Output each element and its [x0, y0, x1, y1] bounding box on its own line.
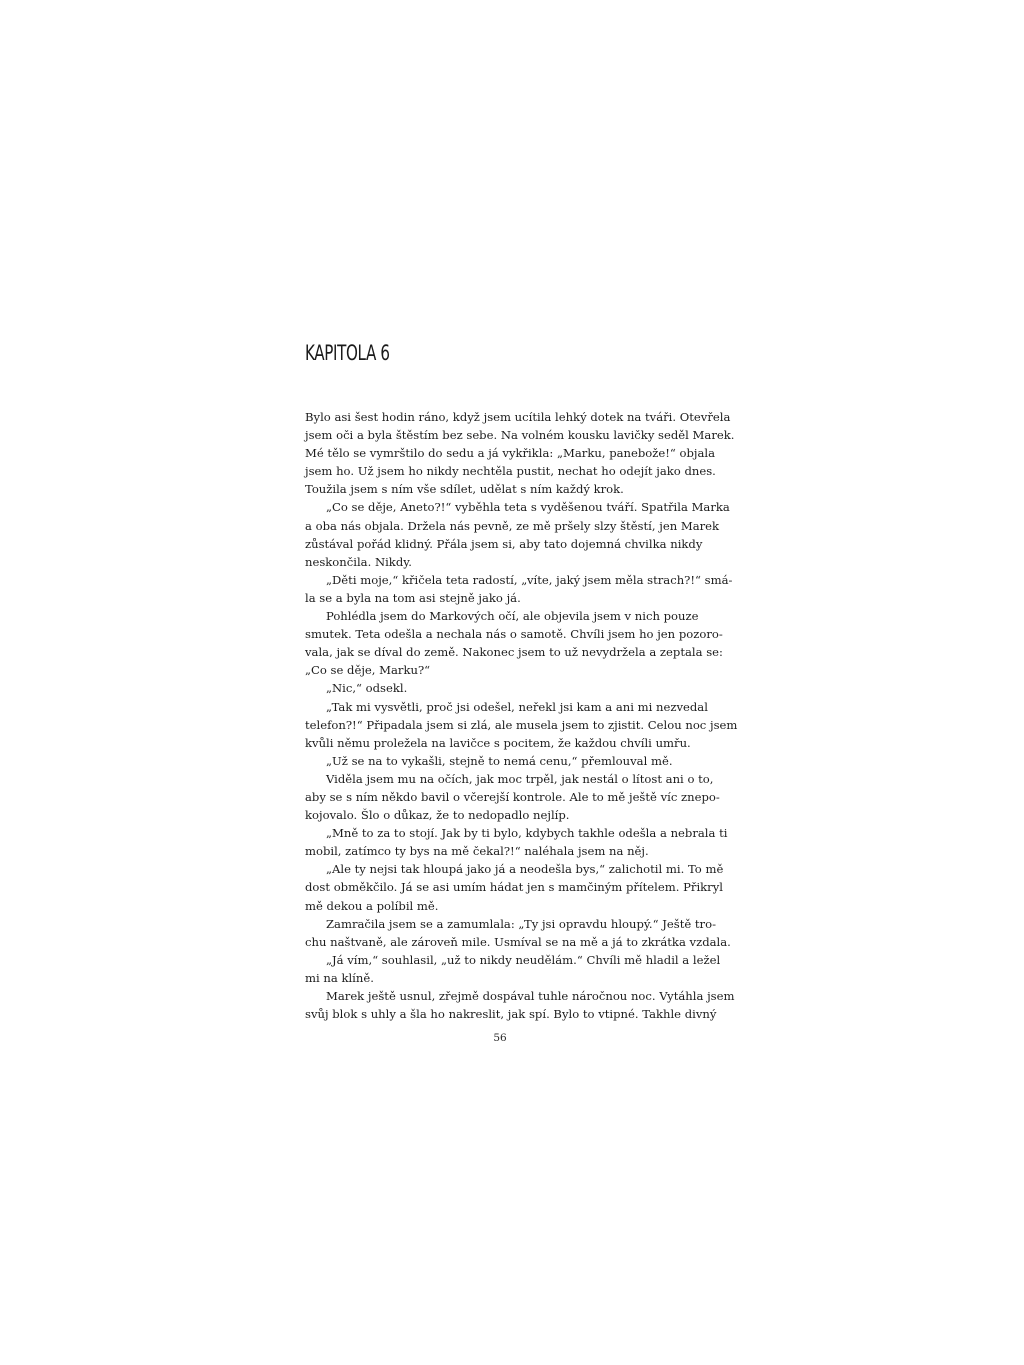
text-line: telefon?!“ Připadala jsem si zlá, ale musela jsem to zjistit. Celou noc jsem — [305, 717, 738, 732]
text-line: mě dekou a políbil mě. — [305, 898, 439, 913]
text-line: svůj blok s uhly a šla ho nakreslit, jak spí. Bylo to vtipné. Takhle divný — [305, 1007, 717, 1022]
text-line: jsem oči a byla štěstím bez sebe. Na volném kousku lavičky seděl Marek. — [305, 428, 735, 443]
paragraph — [305, 698, 738, 752]
text-line: aby se s ním někdo bavil o včerejší kontrole. Ale to mě ještě víc znepo- — [305, 789, 720, 804]
text-line: „Nic,“ odsekl. — [326, 681, 408, 696]
paragraph — [305, 951, 721, 987]
paragraph — [305, 679, 694, 697]
paragraph — [305, 408, 735, 498]
text-line: jsem ho. Už jsem ho nikdy nechtěla pustit, nechat ho odejít jako dnes. — [305, 464, 716, 479]
chapter-heading: KAPITOLA 6 — [305, 341, 390, 365]
text-line: „Co se děje, Marku?“ — [305, 663, 431, 678]
paragraph — [305, 607, 723, 679]
text-line: Marek ještě usnul, zřejmě dospával tuhle náročnou noc. Vytáhla jsem — [326, 989, 735, 1003]
text-line: dost obměkčilo. Já se asi umím hádat jen s mamčiným přítelem. Přikryl — [305, 880, 723, 895]
text-line: „Ale ty nejsi tak hloupá jako já a neodešla bys,“ zalichotil mi. To mě — [326, 862, 724, 877]
text-line: Mé tělo se vymrštilo do sedu a já vykřikla: „Marku, panebože!“ objala — [305, 446, 716, 461]
text-line: neskončila. Nikdy. — [305, 554, 412, 569]
text-line: la se a byla na tom asi stejně jako já. — [305, 590, 521, 605]
text-line: a oba nás objala. Držela nás pevně, ze mě pršely slzy štěstí, jen Marek — [305, 518, 720, 533]
text-line: Pohlédla jsem do Markových očí, ale objevila jsem v nich pouze — [326, 609, 699, 624]
paragraph — [305, 571, 733, 607]
paragraph — [305, 860, 724, 914]
text-line: „Děti moje,“ křičela teta radostí, „víte, jaký jsem měla strach?!“ smá- — [326, 572, 733, 587]
text-line: Toužila jsem s ním vše sdílet, udělat s ním každý krok. — [305, 482, 624, 497]
text-line: vala, jak se díval do země. Nakonec jsem to už nevydržela a zeptala se: — [305, 645, 723, 660]
text-line: „Já vím,“ souhlasil, „už to nikdy neudělám.“ Chvíli mě hladil a ležel — [326, 952, 721, 967]
text-line: „Tak mi vysvětli, proč jsi odešel, neřekl jsi kam a ani mi nezvedal — [326, 699, 708, 714]
paragraph — [305, 770, 720, 824]
paragraph — [305, 824, 728, 860]
text-line: kojovalo. Šlo o důkaz, že to nedopadlo nejlíp. — [305, 808, 570, 823]
text-line: mobil, zatímco ty bys na mě čekal?!“ naléhala jsem na něj. — [305, 844, 649, 859]
page-number: 56 — [493, 1032, 507, 1044]
text-line: „Mně to za to stojí. Jak by ti bylo, kdybych takhle odešla a nebrala ti — [326, 826, 728, 841]
text-line: kvůli němu proležela na lavičce s pocitem, že každou chvíli umřu. — [305, 735, 691, 750]
text-line: Viděla jsem mu na očích, jak moc trpěl, jak nestál o lítost ani o to, — [326, 771, 714, 786]
paragraph — [305, 752, 694, 770]
text-line: zůstával pořád klidný. Přála jsem si, aby tato dojemná chvilka nikdy — [305, 536, 703, 551]
text-line: Bylo asi šest hodin ráno, když jsem ucítila lehký dotek na tváři. Otevřela — [305, 410, 731, 424]
text-line: „Co se děje, Aneto?!“ vyběhla teta s vyděšenou tváří. Spatřila Marka — [326, 500, 730, 515]
paragraph — [305, 987, 735, 1023]
text-line: Zamračila jsem se a zamumlala: „Ty jsi opravdu hloupý.“ Ještě tro- — [326, 916, 716, 931]
chapter-body-text — [305, 408, 738, 1023]
text-line: chu naštvaně, ale zároveň mile. Usmíval se na mě a já to zkrátka vzdala. — [305, 934, 731, 949]
text-line: „Už se na to vykašli, stejně to nemá cenu,“ přemlouval mě. — [326, 753, 673, 768]
text-line: mi na klíně. — [305, 970, 374, 985]
paragraph — [305, 915, 731, 951]
text-line: smutek. Teta odešla a nechala nás o samotě. Chvíli jsem ho jen pozoro- — [305, 627, 723, 642]
paragraph — [305, 498, 730, 570]
